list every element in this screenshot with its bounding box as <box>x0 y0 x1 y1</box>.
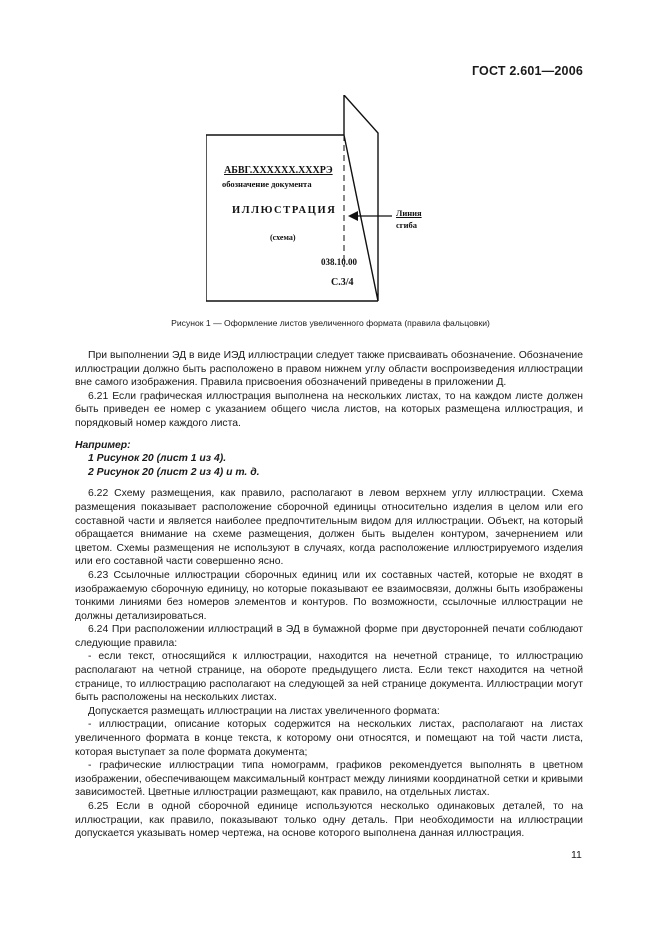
example-heading: Например: <box>75 439 131 451</box>
example-item: 1 Рисунок 20 (лист 1 из 4). <box>88 453 227 465</box>
figure-caption: Рисунок 1 — Оформление листов увеличенного формата (правила фальцовки) <box>171 318 490 328</box>
paragraph: - иллюстрации, описание которых содержится на нескольких листах, располагают на листах увеличенного формата в конце текста, к которому они относятся, и помещают на той части листа, которая выступает за поле формата документа; <box>75 719 583 758</box>
example-item: 2 Рисунок 20 (лист 2 из 4) и т. д. <box>88 466 260 478</box>
figure-title: ИЛЛЮСТРАЦИЯ <box>232 205 337 216</box>
paragraph: 6.21 Если графическая иллюстрация выполнена на нескольких листах, то на каждом листе должен быть приведен ее номер с указанием общего числа листов, на которых размещена иллюстрация, и порядковый номер каждого листа. <box>75 390 583 429</box>
page-number: 11 <box>571 849 582 861</box>
figure-date: 038.10.00 <box>321 257 357 267</box>
paragraph: Допускается размещать иллюстрации на листах увеличенного формата: <box>88 705 440 717</box>
fold-arrow-head <box>348 211 358 221</box>
folded-flap <box>344 95 378 301</box>
figure-scheme-label: (схема) <box>270 233 296 242</box>
figure-doc-code-label: обозначение документа <box>222 179 312 189</box>
paragraph: 6.24 При расположении иллюстраций в ЭД в бумажной форме при двусторонней печати соблюдают следующие правила: <box>75 624 583 649</box>
fold-line-label-2: сгиба <box>396 220 418 230</box>
document-code: ГОСТ 2.601—2006 <box>471 64 583 78</box>
paragraph: - если текст, относящийся к иллюстрации, находится на нечетной странице, то иллюстрацию располагают на четной странице, на обороте предыдущего листа. Если текст находится на четной странице, то иллюстрацию располагают на следующей за ней странице документа. Иллюстрации могут быть расположены на нескольких листах. <box>75 651 583 704</box>
paragraph: 6.23 Ссылочные иллюстрации сборочных единиц или их составных частей, которые не входят в изображаемую сборочную единицу, но которые показывают ее взаимосвязи, должны быть изображены тонкими линиями без номеров элементов и контуров. По возможности, ссылочные иллюстрации не должны детализироваться. <box>75 569 583 622</box>
folding-figure <box>206 95 432 307</box>
figure-sheet-number: С.3/4 <box>331 277 354 288</box>
figure-doc-code: АБВГ.XXXXXX.XXXРЭ <box>224 165 333 176</box>
paragraph: 6.22 Схему размещения, как правило, располагают в левом верхнем углу иллюстрации. Схема размещения показывает расположение сборочной единицы относительно изделия в целом или его составной части и является наиболее предпочтительным видом для иллюстрации. Объект, на который обращается внимание на схеме размещения, должен быть выделен контуром, зачернением или цветом. Схемы размещения не используют в случаях, когда расположение иллюстрируемого изделия или его составной части совершенно ясно. <box>75 488 583 568</box>
folding-diagram <box>206 95 432 307</box>
body-text <box>75 349 583 841</box>
paragraph: При выполнении ЭД в виде ИЭД иллюстрации следует также присваивать обозначение. Обозначение иллюстрации должно быть расположено в правом нижнем углу области воспроизведения иллюстрации вне самого изображения. Правила присвоения обозначений приведены в приложении Д. <box>75 350 583 389</box>
paragraph: 6.25 Если в одной сборочной единице используются несколько одинаковых деталей, то на иллюстрации, как правило, показывают только одну деталь. При необходимости на иллюстрации допускается указывать номер чертежа, на основе которого выполнена данная иллюстрация. <box>75 801 583 840</box>
fold-line-label-1: Линия <box>396 208 422 218</box>
paragraph: - графические иллюстрации типа номограмм, графиков рекомендуется выполнять в цветном изображении, обеспечивающем максимальный контраст между линиями координатной сетки и кривыми зависимостей. Цветные иллюстрации размещают, как правило, на отдельных листах. <box>75 760 583 799</box>
